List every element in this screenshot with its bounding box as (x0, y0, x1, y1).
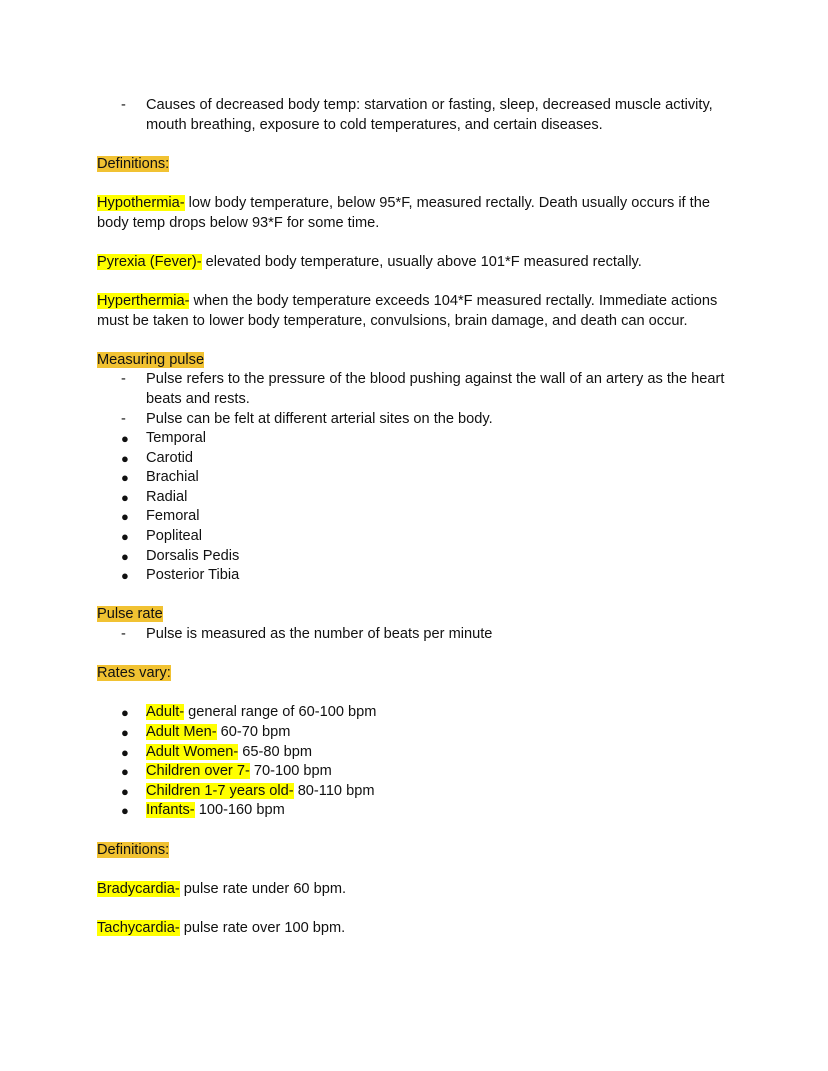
definition-text: elevated body temperature, usually above 101*F measured rectally. (201, 253, 642, 270)
bullet-icon: ● (121, 783, 129, 799)
list-item-rate (97, 782, 737, 802)
term: Adult Men- (146, 724, 217, 740)
term: Bradycardia- (97, 880, 180, 897)
term: Children 1-7 years old- (146, 782, 294, 799)
site-name: Dorsalis Pedis (146, 547, 240, 564)
rate-text: general range of 60-100 bpm (184, 704, 377, 721)
section-heading-rates-vary: Rates vary: (97, 665, 171, 682)
term: Infants- (146, 802, 195, 819)
list-item (97, 410, 737, 430)
site-name: Brachial (146, 469, 199, 486)
bullet-icon: ● (121, 744, 129, 760)
bullet-icon: ● (121, 705, 129, 721)
site-name: Femoral (146, 508, 200, 525)
list-item-site (97, 566, 737, 586)
site-name: Popliteal (146, 528, 202, 545)
site-name: Temporal (146, 430, 207, 447)
list-item-rate (97, 801, 737, 821)
bullet-icon: ● (121, 568, 129, 584)
definition-bradycardia (97, 880, 737, 900)
list-item-site (97, 429, 737, 449)
document-page (97, 96, 737, 939)
definition-text: when the body temperature exceeds 104*F measured rectally. Immediate actions must be taken to lower body temperature, convulsions, brain damage, and death can occur. (97, 292, 718, 329)
list-item-rate (97, 762, 737, 782)
definition-hypothermia (97, 194, 737, 233)
bullet-icon: ● (121, 803, 129, 819)
bullet-icon: ● (121, 725, 129, 740)
list-item (97, 370, 737, 409)
list-item-rate (97, 723, 737, 743)
term: Hyperthermia- (97, 292, 190, 309)
term: Tachycardia- (97, 919, 180, 936)
list-item-site (97, 488, 737, 508)
definition-text: pulse rate under 60 bpm. (179, 880, 347, 897)
definition-text: low body temperature, below 95*F, measured rectally. Death usually occurs if the body temp drops below 93*F for some time. (97, 194, 710, 231)
bullet-icon: ● (121, 764, 129, 780)
list-item (97, 625, 737, 645)
term: Hypothermia- (97, 194, 185, 211)
section-heading-definitions: Definitions: (97, 155, 170, 172)
section-heading-measuring-pulse: Measuring pulse (97, 351, 205, 368)
list-item-text: Pulse can be felt at different arterial sites on the body. (146, 410, 493, 427)
list-item-rate (97, 743, 737, 763)
list-item-site (97, 547, 737, 567)
dash-marker: - (121, 410, 126, 427)
dash-marker: - (121, 626, 126, 643)
rate-text: 80-110 bpm (293, 782, 375, 799)
bullet-icon: ● (121, 470, 129, 486)
section-heading-definitions: Definitions: (97, 841, 170, 858)
list-item-text: Causes of decreased body temp: starvation or fasting, sleep, decreased muscle activity, mouth breathing, exposure to cold temperatures, and certain diseases. (146, 97, 713, 133)
rate-text: 60-70 bpm (216, 724, 291, 740)
definition-text: pulse rate over 100 bpm. (179, 919, 346, 936)
rate-text: 70-100 bpm (249, 763, 332, 780)
list-item-site (97, 507, 737, 527)
site-name: Carotid (146, 449, 194, 466)
bullet-icon: ● (121, 529, 129, 545)
list-item-site (97, 468, 737, 488)
section-heading-pulse-rate: Pulse rate (97, 606, 163, 623)
dash-marker: - (121, 97, 126, 113)
definition-hyperthermia (97, 292, 737, 331)
definition-pyrexia (97, 253, 737, 273)
list-item-rate (97, 703, 737, 723)
list-item-text: Pulse is measured as the number of beats per minute (146, 626, 493, 643)
list-item-site (97, 527, 737, 547)
rate-text: 65-80 bpm (238, 743, 313, 760)
bullet-icon: ● (121, 548, 129, 564)
list-item-text: Pulse refers to the pressure of the blood pushing against the wall of an artery as the heart beats and rests. (146, 371, 725, 407)
bullet-icon: ● (121, 431, 129, 447)
list-item (97, 96, 737, 135)
term: Adult Women- (146, 743, 239, 760)
bullet-icon: ● (121, 509, 129, 525)
term: Children over 7- (146, 763, 250, 780)
list-item-site (97, 449, 737, 469)
term: Adult- (146, 704, 185, 721)
site-name: Posterior Tibia (146, 567, 240, 584)
definition-tachycardia (97, 919, 737, 939)
bullet-icon: ● (121, 489, 129, 505)
dash-marker: - (121, 371, 126, 388)
site-name: Radial (146, 488, 188, 505)
bullet-icon: ● (121, 450, 129, 466)
term: Pyrexia (Fever)- (97, 253, 202, 270)
rate-text: 100-160 bpm (194, 802, 285, 819)
